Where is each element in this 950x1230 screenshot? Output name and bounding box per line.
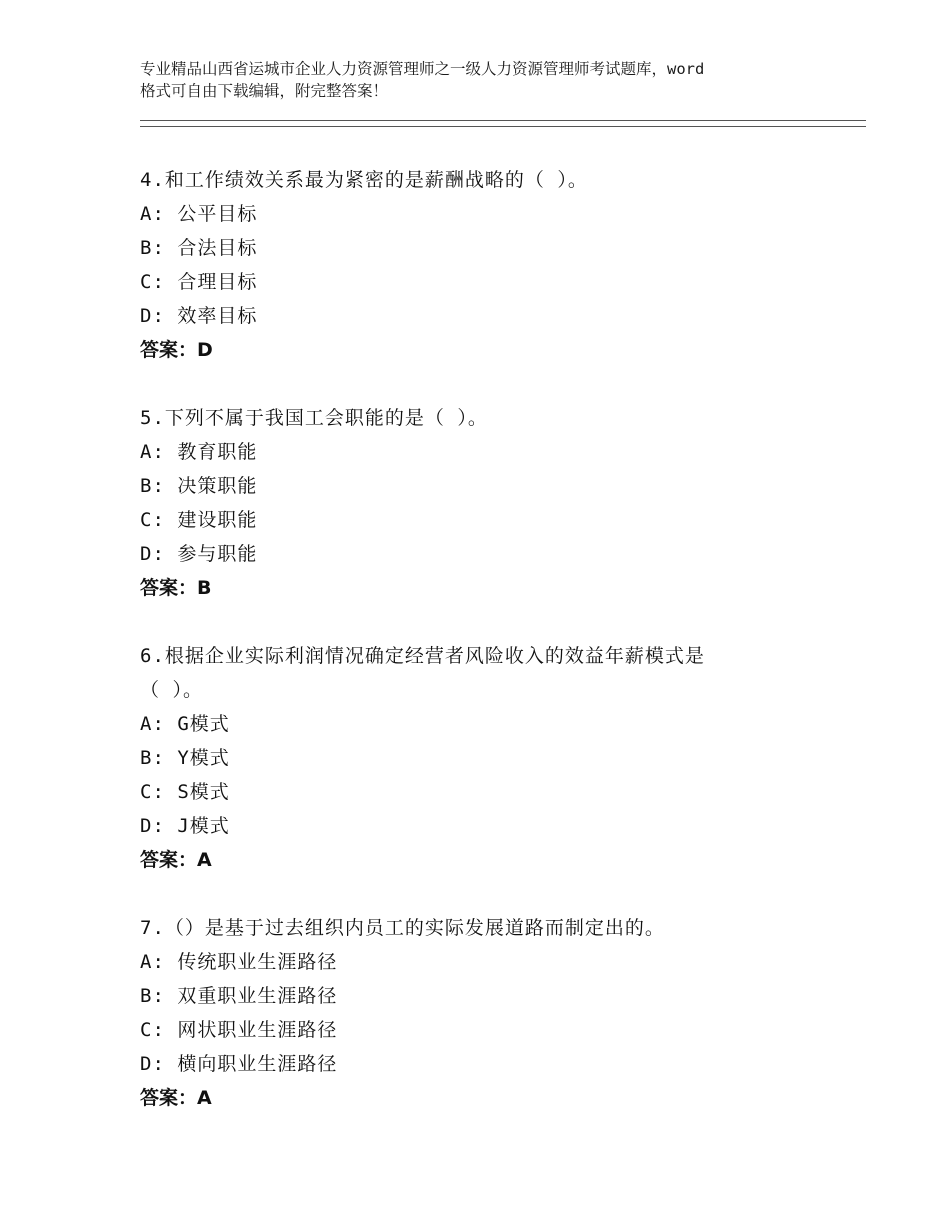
option-a: A: 公平目标 [140, 203, 258, 225]
question-5 [140, 401, 866, 605]
document-header [140, 58, 866, 102]
option-b: B: 双重职业生涯路径 [140, 985, 338, 1007]
option-b: B: Y模式 [140, 747, 230, 769]
option-c: C: 建设职能 [140, 509, 258, 531]
answer-line: 答案：B [140, 577, 212, 599]
question-list [140, 163, 866, 1149]
question-stem: 6.根据企业实际利润情况确定经营者风险收入的效益年薪模式是 [140, 645, 705, 667]
option-d: D: 横向职业生涯路径 [140, 1053, 338, 1075]
answer-line: 答案：A [140, 849, 212, 871]
question-6 [140, 639, 866, 877]
answer-line: 答案：A [140, 1087, 212, 1109]
option-c: C: 合理目标 [140, 271, 258, 293]
option-d: D: 效率目标 [140, 305, 258, 327]
option-b: B: 决策职能 [140, 475, 258, 497]
question-stem: 4.和工作绩效关系最为紧密的是薪酬战略的（ ）。 [140, 169, 588, 191]
option-c: C: 网状职业生涯路径 [140, 1019, 338, 1041]
option-d: D: 参与职能 [140, 543, 258, 565]
answer-line: 答案：D [140, 339, 213, 361]
option-b: B: 合法目标 [140, 237, 258, 259]
question-stem: 7.（）是基于过去组织内员工的实际发展道路而制定出的。 [140, 917, 665, 939]
option-a: A: 传统职业生涯路径 [140, 951, 338, 973]
header-divider [140, 120, 866, 127]
question-stem-continued: （ ）。 [140, 679, 203, 701]
question-7 [140, 911, 866, 1115]
option-a: A: G模式 [140, 713, 230, 735]
option-a: A: 教育职能 [140, 441, 258, 463]
question-stem: 5.下列不属于我国工会职能的是（ ）。 [140, 407, 488, 429]
option-d: D: J模式 [140, 815, 230, 837]
option-c: C: S模式 [140, 781, 230, 803]
header-line-1: 专业精品山西省运城市企业人力资源管理师之一级人力资源管理师考试题库，word [140, 60, 705, 78]
question-4 [140, 163, 866, 367]
header-line-2: 格式可自由下载编辑，附完整答案！ [140, 82, 389, 100]
